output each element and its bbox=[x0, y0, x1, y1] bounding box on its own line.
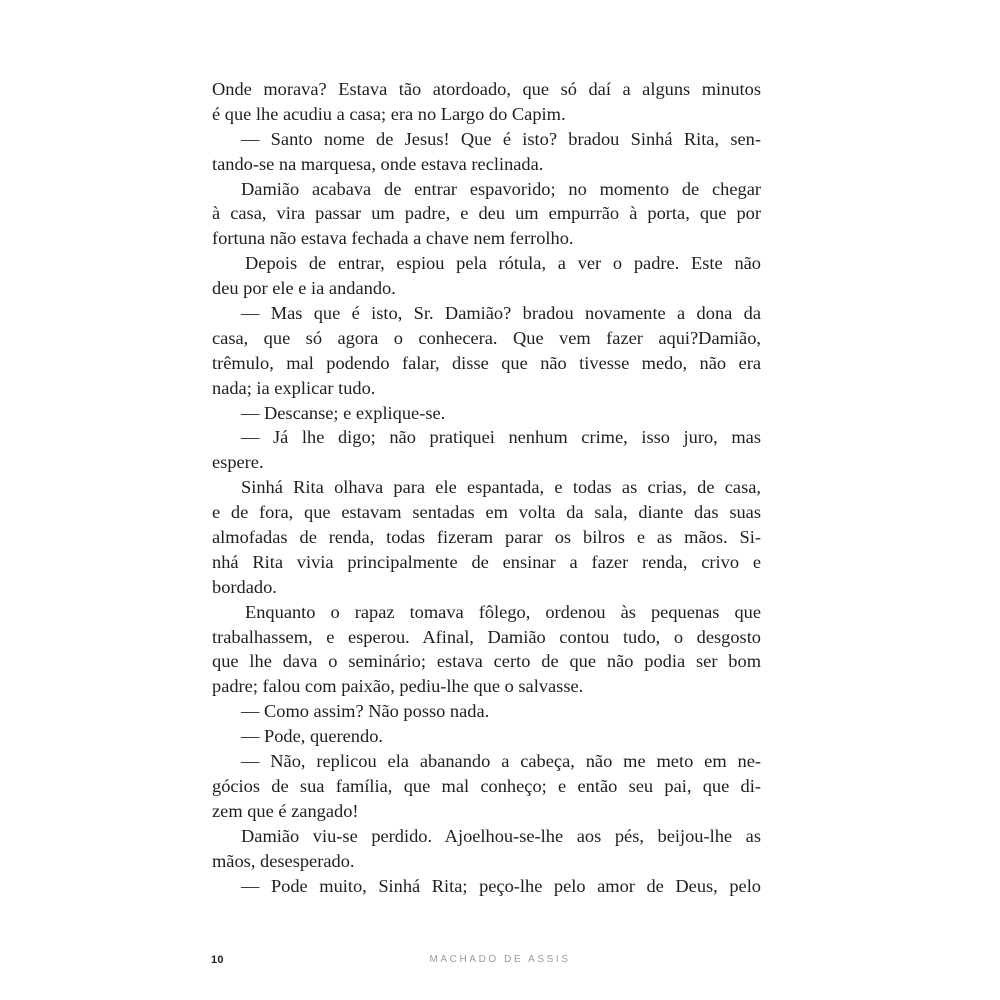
text-line: Depois de entrar, espiou pela rótula, a ver o padre. Este não bbox=[245, 253, 761, 274]
text-line: zem que é zangado! bbox=[212, 800, 359, 821]
text-line: é que lhe acudiu a casa; era no Largo do Capim. bbox=[212, 103, 566, 124]
text-line: à casa, vira passar um padre, e deu um empurrão à porta, que por bbox=[212, 203, 761, 224]
text-line: trêmulo, mal podendo falar, disse que não tivesse medo, não era bbox=[212, 352, 761, 373]
text-line: — Santo nome de Jesus! Que é isto? bradou Sinhá Rita, sen- bbox=[241, 128, 761, 149]
text-line: Damião acabava de entrar espavorido; no momento de chegar bbox=[241, 178, 761, 199]
text-line: nada; ia explicar tudo. bbox=[212, 377, 376, 398]
text-line: tando-se na marquesa, onde estava reclinada. bbox=[212, 153, 544, 174]
body-text bbox=[212, 77, 761, 898]
text-line: — Pode muito, Sinhá Rita; peço-lhe pelo amor de Deus, pelo bbox=[241, 875, 761, 896]
text-line: fortuna não estava fechada a chave nem ferrolho. bbox=[212, 228, 574, 249]
text-line: almofadas de renda, todas fizeram parar os bilros e as mãos. Si- bbox=[212, 527, 761, 548]
text-line: casa, que só agora o conhecera. Que vem fazer aqui?Damião, bbox=[212, 327, 761, 348]
text-line: deu por ele e ia andando. bbox=[212, 278, 396, 299]
page-number: 10 bbox=[211, 954, 224, 966]
text-line: — Já lhe digo; não pratiquei nenhum crime, isso juro, mas bbox=[241, 427, 761, 448]
text-line: e de fora, que estavam sentadas em volta da sala, diante das suas bbox=[212, 502, 761, 523]
text-line: Onde morava? Estava tão atordoado, que só daí a alguns minutos bbox=[212, 79, 761, 99]
text-line: — Como assim? Não posso nada. bbox=[241, 701, 490, 722]
text-line: Enquanto o rapaz tomava fôlego, ordenou às pequenas que bbox=[245, 601, 761, 622]
text-line: Sinhá Rita olhava para ele espantada, e todas as crias, de casa, bbox=[241, 477, 761, 498]
text-line: — Mas que é isto, Sr. Damião? bradou novamente a dona da bbox=[241, 303, 761, 324]
text-line: — Descanse; e explique-se. bbox=[241, 402, 446, 423]
text-line: mãos, desesperado. bbox=[212, 850, 355, 871]
text-line: trabalhassem, e esperou. Afinal, Damião contou tudo, o desgosto bbox=[212, 626, 761, 647]
text-line: padre; falou com paixão, pediu-lhe que o salvasse. bbox=[212, 676, 584, 697]
text-line: — Pode, querendo. bbox=[241, 726, 383, 747]
text-line: bordado. bbox=[212, 576, 277, 597]
text-line: — Não, replicou ela abanando a cabeça, não me meto em ne- bbox=[241, 751, 761, 772]
text-line: nhá Rita vivia principalmente de ensinar a fazer renda, crivo e bbox=[212, 551, 761, 572]
text-line: que lhe dava o seminário; estava certo de que não podia ser bom bbox=[212, 651, 761, 672]
text-line: gócios de sua família, que mal conheço; e então seu pai, que di- bbox=[212, 775, 761, 796]
text-line: espere. bbox=[212, 452, 264, 473]
running-footer-author: MACHADO DE ASSIS bbox=[429, 954, 571, 965]
text-line: Damião viu-se perdido. Ajoelhou-se-lhe aos pés, beijou-lhe as bbox=[241, 825, 761, 846]
